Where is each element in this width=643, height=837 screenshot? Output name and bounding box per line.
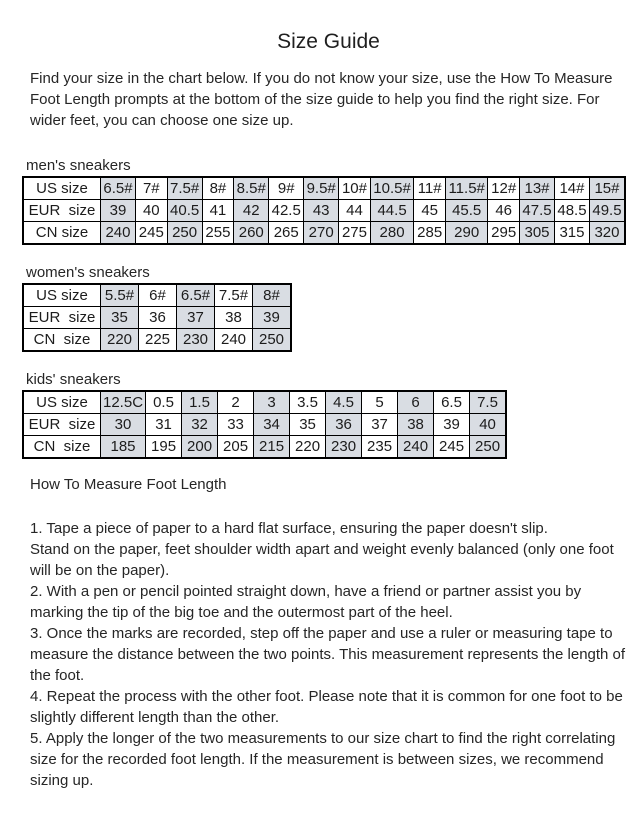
- size-cell: 11#: [414, 177, 446, 200]
- size-cell: 41: [202, 200, 234, 222]
- size-cell: 225: [139, 329, 177, 352]
- size-cell: 39: [434, 414, 470, 436]
- size-cell: 8#: [253, 284, 292, 307]
- row-header-cell: CN size: [23, 222, 101, 245]
- size-cell: 275: [339, 222, 371, 245]
- size-cell: 250: [167, 222, 202, 245]
- size-cell: 6.5#: [101, 177, 136, 200]
- size-cell: 11.5#: [446, 177, 488, 200]
- size-cell: 10.5#: [370, 177, 413, 200]
- size-cell: 30: [101, 414, 146, 436]
- size-cell: 230: [326, 436, 362, 459]
- size-cell: 5.5#: [101, 284, 139, 307]
- size-cell: 40: [470, 414, 507, 436]
- size-cell: 35: [290, 414, 326, 436]
- size-cell: 215: [254, 436, 290, 459]
- size-cell: 7.5#: [215, 284, 253, 307]
- size-cell: 40: [135, 200, 167, 222]
- size-cell: 205: [218, 436, 254, 459]
- size-cell: 35: [101, 307, 139, 329]
- size-cell: 320: [589, 222, 625, 245]
- mens-size-table: [22, 176, 626, 245]
- how-to-heading: How To Measure Foot Length: [30, 476, 227, 493]
- step-line: 5. Apply the longer of the two measurements to our size chart to find the right correlating size for the recorded foot length. If the measurement is between sizes, we recommend sizing up.: [30, 730, 616, 789]
- size-cell: 10#: [339, 177, 371, 200]
- size-guide-document: [0, 30, 643, 791]
- size-cell: 270: [304, 222, 339, 245]
- size-cell: 39: [101, 200, 136, 222]
- size-cell: 32: [182, 414, 218, 436]
- size-cell: 255: [202, 222, 234, 245]
- step-line: 1. Tape a piece of paper to a hard flat surface, ensuring the paper doesn't slip.: [30, 520, 548, 537]
- kids-table-label: kids' sneakers: [26, 371, 121, 388]
- table-row: [23, 307, 291, 329]
- step-line: 4. Repeat the process with the other foot. Please note that it is common for one foot to be slightly different length than the other.: [30, 688, 623, 726]
- size-cell: 38: [398, 414, 434, 436]
- size-cell: 295: [488, 222, 520, 245]
- size-cell: 42.5: [269, 200, 304, 222]
- size-cell: 9#: [269, 177, 304, 200]
- size-cell: 6: [398, 391, 434, 414]
- size-cell: 2: [218, 391, 254, 414]
- size-cell: 7.5#: [167, 177, 202, 200]
- size-cell: 45: [414, 200, 446, 222]
- step-line: 2. With a pen or pencil pointed straight down, have a friend or partner assist you by marking the tip of the big toe and the outermost part of the heel.: [30, 583, 582, 621]
- size-cell: 48.5: [554, 200, 589, 222]
- measuring-steps: [30, 518, 627, 791]
- size-cell: 49.5: [589, 200, 625, 222]
- womens-table-block: [26, 262, 627, 352]
- row-header-cell: CN size: [23, 329, 101, 352]
- row-header-cell: US size: [23, 177, 101, 200]
- size-cell: 3: [254, 391, 290, 414]
- row-header-cell: CN size: [23, 436, 101, 459]
- size-cell: 44: [339, 200, 371, 222]
- size-cell: 220: [290, 436, 326, 459]
- size-cell: 3.5: [290, 391, 326, 414]
- womens-size-table: [22, 283, 292, 352]
- row-header-cell: US size: [23, 391, 101, 414]
- size-cell: 37: [362, 414, 398, 436]
- size-cell: 260: [234, 222, 269, 245]
- size-cell: 45.5: [446, 200, 488, 222]
- size-cell: 37: [177, 307, 215, 329]
- kids-size-table: [22, 390, 507, 459]
- size-cell: 7#: [135, 177, 167, 200]
- size-cell: 6.5: [434, 391, 470, 414]
- step-line: Stand on the paper, feet shoulder width apart and weight evenly balanced (only one foot will be on the paper).: [30, 541, 614, 579]
- size-cell: 6#: [139, 284, 177, 307]
- size-cell: 185: [101, 436, 146, 459]
- table-row: [23, 391, 506, 414]
- size-cell: 47.5: [520, 200, 555, 222]
- intro-paragraph: Find your size in the chart below. If you do not know your size, use the How To Measure Foot Length prompts at the bottom of the size guide to help you find the right size. For wider feet, you can choose one size up.: [30, 70, 613, 129]
- size-cell: 39: [253, 307, 292, 329]
- size-cell: 33: [218, 414, 254, 436]
- size-cell: 6.5#: [177, 284, 215, 307]
- size-cell: 4.5: [326, 391, 362, 414]
- size-cell: 245: [434, 436, 470, 459]
- size-cell: 240: [398, 436, 434, 459]
- size-cell: 38: [215, 307, 253, 329]
- size-cell: 40.5: [167, 200, 202, 222]
- size-cell: 15#: [589, 177, 625, 200]
- size-cell: 1.5: [182, 391, 218, 414]
- table-row: [23, 177, 625, 200]
- mens-table-block: [26, 155, 627, 245]
- table-row: [23, 222, 625, 245]
- step-line: 3. Once the marks are recorded, step off the paper and use a ruler or measuring tape to measure the distance between the two points. This measurement represents the length of the foot.: [30, 625, 626, 684]
- size-cell: 36: [139, 307, 177, 329]
- table-row: [23, 329, 291, 352]
- size-cell: 245: [135, 222, 167, 245]
- size-cell: 34: [254, 414, 290, 436]
- row-header-cell: EUR size: [23, 307, 101, 329]
- row-header-cell: US size: [23, 284, 101, 307]
- page-title: Size Guide: [277, 30, 380, 53]
- womens-table-label: women's sneakers: [26, 264, 150, 281]
- size-cell: 42: [234, 200, 269, 222]
- size-cell: 250: [253, 329, 292, 352]
- size-cell: 250: [470, 436, 507, 459]
- table-row: [23, 284, 291, 307]
- size-cell: 9.5#: [304, 177, 339, 200]
- size-cell: 195: [146, 436, 182, 459]
- row-header-cell: EUR size: [23, 414, 101, 436]
- table-row: [23, 414, 506, 436]
- size-cell: 235: [362, 436, 398, 459]
- size-cell: 200: [182, 436, 218, 459]
- size-cell: 44.5: [370, 200, 413, 222]
- size-cell: 7.5: [470, 391, 507, 414]
- size-cell: 14#: [554, 177, 589, 200]
- size-cell: 31: [146, 414, 182, 436]
- size-cell: 36: [326, 414, 362, 436]
- size-cell: 0.5: [146, 391, 182, 414]
- size-cell: 46: [488, 200, 520, 222]
- size-cell: 8.5#: [234, 177, 269, 200]
- size-cell: 5: [362, 391, 398, 414]
- size-cell: 13#: [520, 177, 555, 200]
- size-cell: 12#: [488, 177, 520, 200]
- kids-table-block: [26, 369, 627, 459]
- table-row: [23, 200, 625, 222]
- size-cell: 240: [215, 329, 253, 352]
- size-cell: 12.5C: [101, 391, 146, 414]
- size-cell: 315: [554, 222, 589, 245]
- table-row: [23, 436, 506, 459]
- size-cell: 290: [446, 222, 488, 245]
- size-cell: 43: [304, 200, 339, 222]
- size-cell: 285: [414, 222, 446, 245]
- mens-table-label: men's sneakers: [26, 157, 131, 174]
- size-cell: 305: [520, 222, 555, 245]
- size-cell: 220: [101, 329, 139, 352]
- size-cell: 230: [177, 329, 215, 352]
- size-cell: 280: [370, 222, 413, 245]
- size-cell: 265: [269, 222, 304, 245]
- size-cell: 8#: [202, 177, 234, 200]
- row-header-cell: EUR size: [23, 200, 101, 222]
- size-cell: 240: [101, 222, 136, 245]
